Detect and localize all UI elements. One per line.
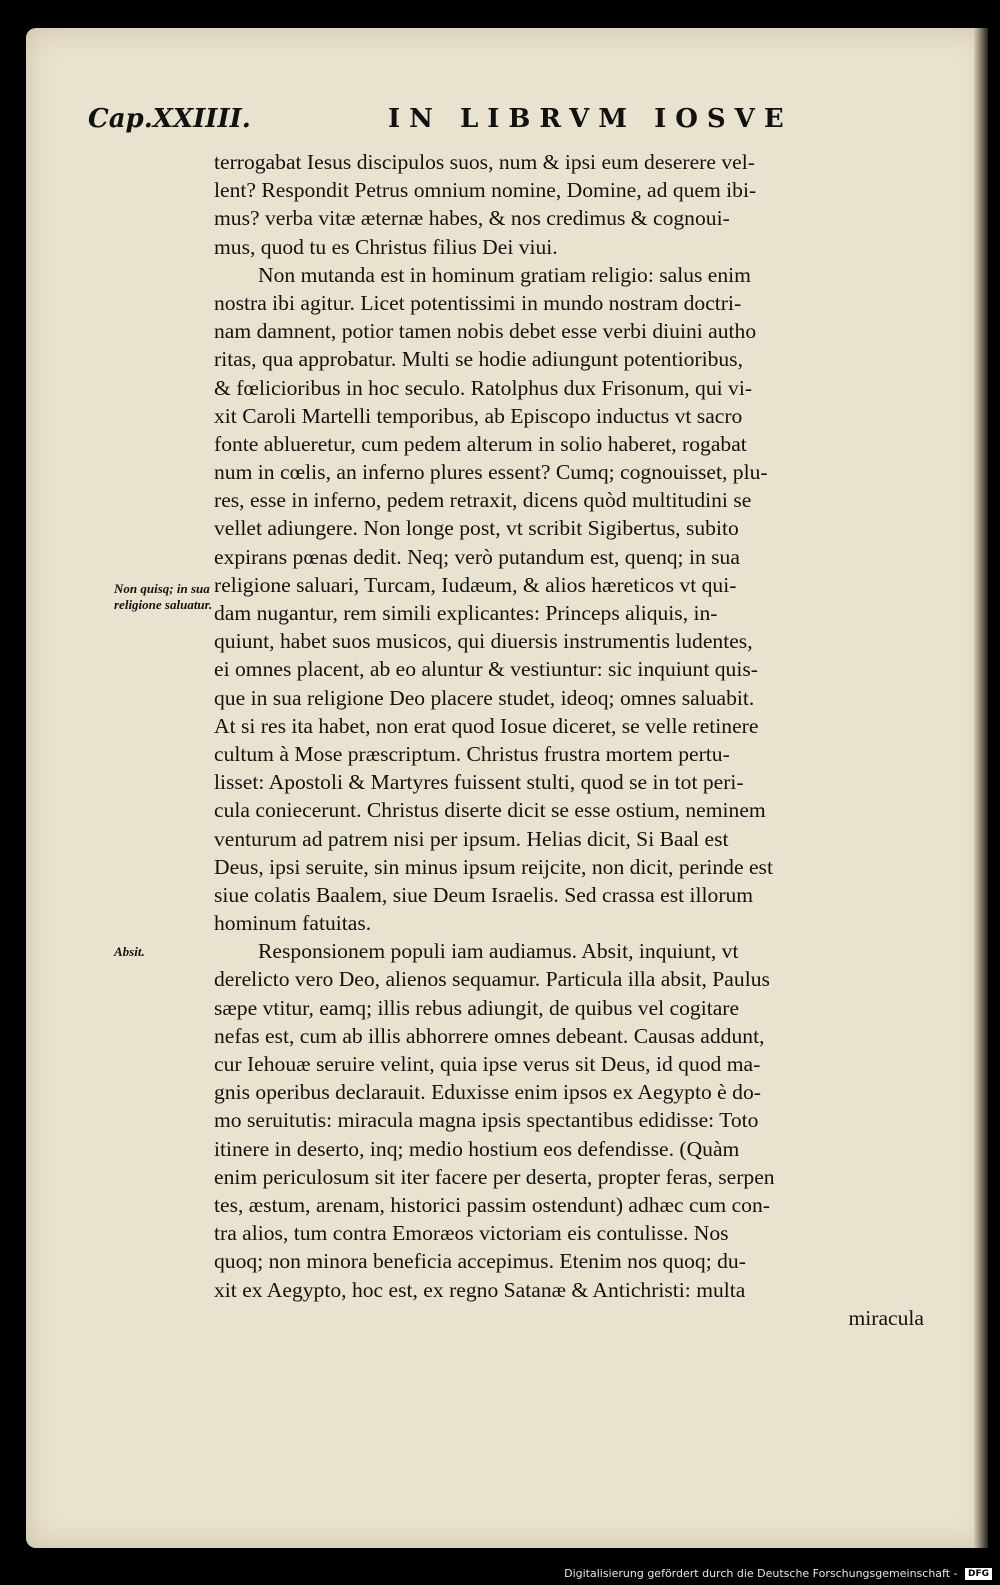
text-line: Responsionem populi iam audiamus. Absit, inquiunt, vt (258, 939, 739, 964)
digitization-footer (0, 1563, 1000, 1585)
text-line: nam damnent, potior tamen nobis debet esse verbi diuini autho (214, 319, 757, 344)
text-line: hominum fatuitas. (214, 911, 372, 936)
text-line: cultum à Mose præscriptum. Christus frustra mortem pertu- (214, 741, 730, 766)
text-line: siue colatis Baalem, siue Deum Israelis. Sed crassa est illorum (214, 882, 754, 907)
text-line: mus? verba vitæ æternæ habes, & nos credimus & cognoui- (214, 206, 730, 231)
text-line: mo seruitutis: miracula magna ipsis spectantibus edidisse: Toto (214, 1108, 759, 1133)
running-header (88, 104, 808, 144)
text-line: quoq; non minora beneficia accepimus. Etenim nos quoq; du- (214, 1249, 746, 1274)
text-line: tes, æstum, arenam, historici passim ostendunt) adhæc cum con- (214, 1192, 770, 1217)
text-line: cur Iehouæ seruire velint, quia ipse verus sit Deus, id quod ma- (214, 1052, 761, 1076)
text-line: nostra ibi agitur. Licet potentissimi in mundo nostram doctri- (214, 290, 742, 315)
text-line: tra alios, tum contra Emoræos victoriam eis contulisse. Nos (214, 1221, 729, 1246)
text-line: nefas est, cum ab illis abhorrere omnes debeant. Causas addunt, (214, 1023, 765, 1048)
dfg-logo: DFG (965, 1568, 992, 1580)
text-line: dam nugantur, rem simili explicantes: Princeps aliquis, in- (214, 601, 718, 625)
text-line: que in sua religione Deo placere studet, ideoq; omnes saluabit. (214, 685, 755, 710)
text-line: Deus, ipsi seruite, sin minus ipsum reijcite, non dicit, perinde est (214, 854, 773, 879)
text-line: xit ex Aegypto, hoc est, ex regno Satanæ & Antichristi: multa (214, 1277, 746, 1302)
text-line: At si res ita habet, non erat quod Iosue diceret, se velle retinere (214, 713, 759, 738)
text-line: mus, quod tu es Christus filius Dei viui. (214, 234, 558, 259)
text-line: & fœlicioribus in hoc seculo. Ratolphus dux Frisonum, qui vi- (214, 375, 753, 400)
text-line: fonte ablueretur, cum pedem alterum in solio haberet, rogabat (214, 431, 747, 456)
text-line: gnis operibus declarauit. Eduxisse enim ipsos ex Aegypto è do- (214, 1080, 761, 1105)
text-line: miracula (848, 1305, 924, 1330)
text-line: enim periculosum sit iter facere per deserta, propter feras, serpen (214, 1164, 775, 1189)
text-line: res, esse in inferno, pedem retraxit, dicens quòd multitudini se (214, 488, 752, 513)
text-line: terrogabat Iesus discipulos suos, num & ipsi eum deserere vel- (214, 150, 755, 174)
margin-note-religion: Non quisq; in sua religione saluatur. (114, 581, 213, 612)
text-line: num in cœlis, an inferno plures essent? Cumq; cognouisset, plu- (214, 460, 768, 485)
book-page (26, 28, 988, 1548)
text-line: venturum ad patrem nisi per ipsum. Helias dicit, Si Baal est (214, 826, 729, 851)
running-title: IN LIBRVM IOSVE (388, 104, 793, 134)
text-line: expirans pœnas dedit. Neq; verò putandum est, quenq; in sua (214, 544, 740, 569)
text-line: quiunt, habet suos musicos, qui diuersis instrumentis ludentes, (214, 629, 753, 654)
book-spine-shadow (974, 28, 988, 1548)
text-line: lent? Respondit Petrus omnium nomine, Domine, ad quem ibi- (214, 178, 757, 203)
text-line: lisset: Apostoli & Martyres fuissent stulti, quod se in tot peri- (214, 770, 744, 795)
text-line: vellet adiungere. Non longe post, vt scribit Sigibertus, subito (214, 516, 739, 541)
text-line: derelicto vero Deo, alienos sequamur. Particula illa absit, Paulus (214, 967, 770, 992)
text-line: ritas, qua approbatur. Multi se hodie adiungunt potentioribus, (214, 347, 743, 372)
text-line: sæpe vtitur, eamq; illis rebus adiungit, de quibus vel cogitare (214, 995, 740, 1020)
text-line: itinere in deserto, inq; medio hostium eos defendisse. (Quàm (214, 1136, 740, 1161)
body-text (214, 148, 924, 1332)
text-line: cula coniecerunt. Christus diserte dicit se esse ostium, neminem (214, 798, 766, 823)
text-line: ei omnes placent, ab eo aluntur & vestiuntur: sic inquiunt quis- (214, 657, 758, 682)
chapter-number: Cap.XXIIII. (88, 104, 251, 134)
text-line: Non mutanda est in hominum gratiam religio: salus enim (258, 262, 751, 287)
footer-credit: Digitalisierung gefördert durch die Deutsche Forschungsgemeinschaft - (564, 1567, 958, 1580)
margin-note-absit: Absit. (114, 944, 145, 959)
text-line: xit Caroli Martelli temporibus, ab Episcopo inductus vt sacro (214, 403, 743, 428)
text-line: religione saluari, Turcam, Iudæum, & alios hæreticos vt qui- (214, 572, 737, 597)
